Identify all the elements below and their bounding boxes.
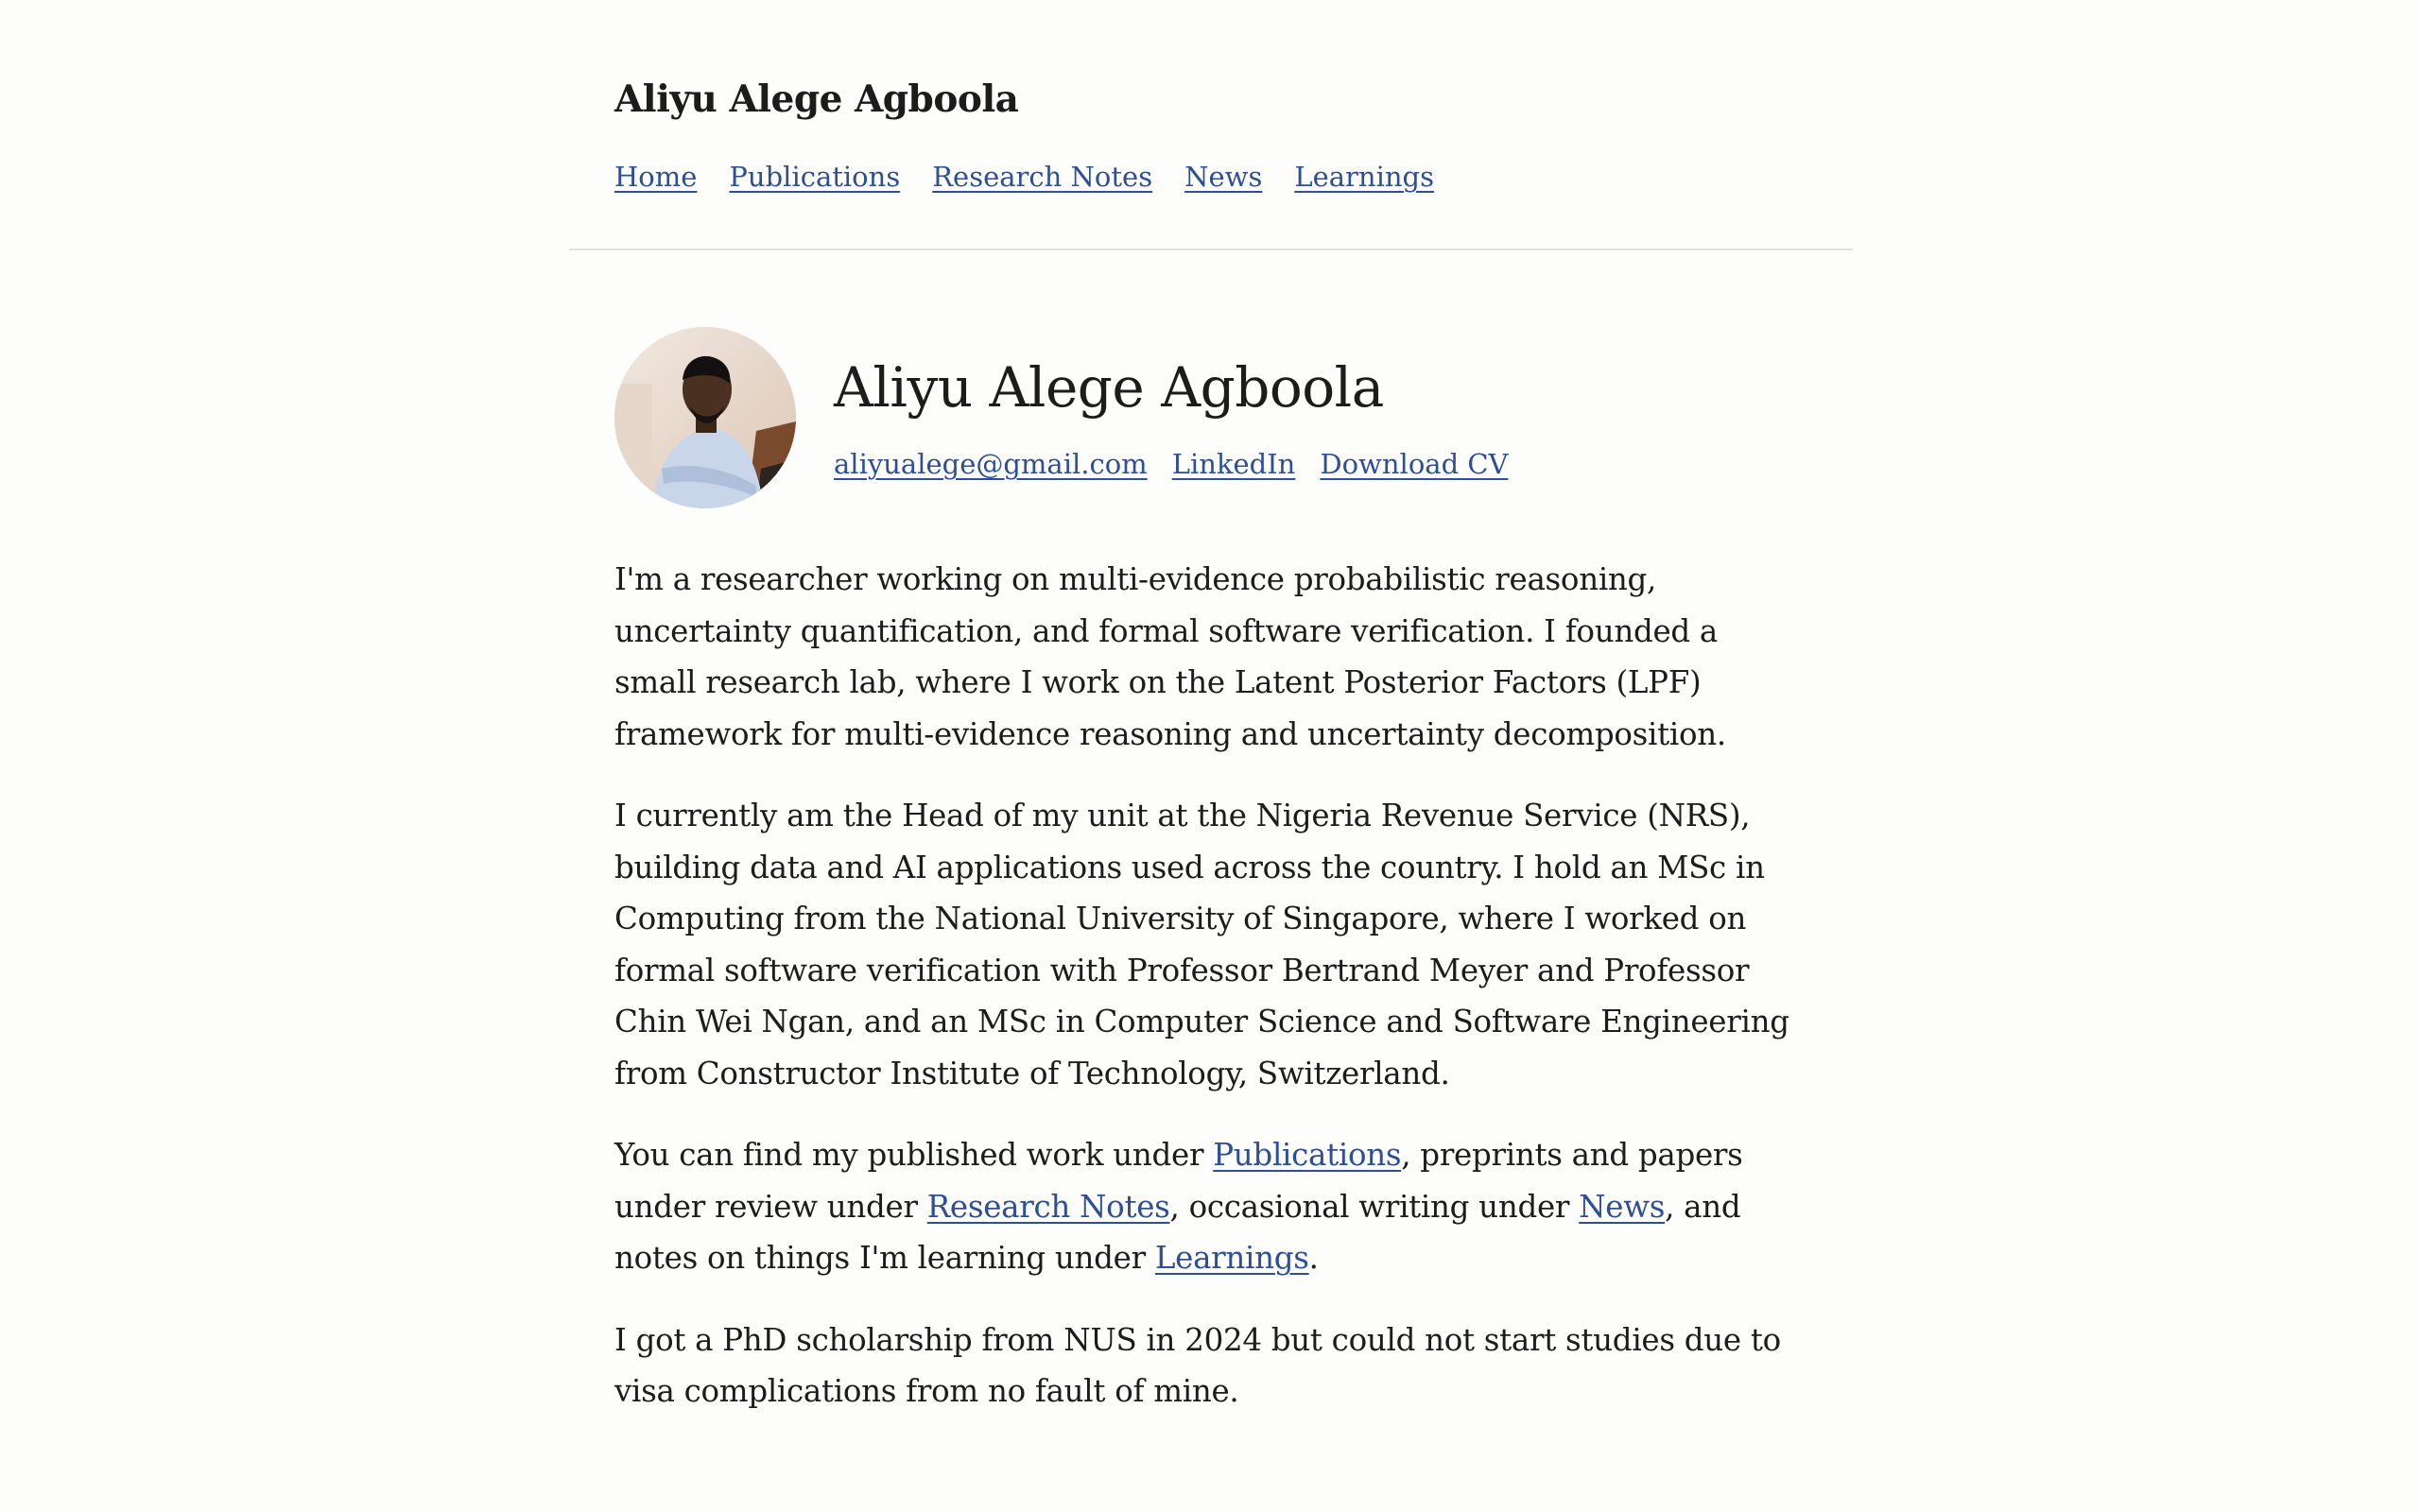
nav-home[interactable]: Home: [614, 161, 698, 193]
profile-links: [834, 448, 1509, 480]
inline-link-learnings[interactable]: Learnings: [1154, 1240, 1309, 1276]
bio-paragraph-research: I'm a researcher working on multi-evidence probabilistic reasoning, uncertainty quantification, and formal software verification. I founded a small research lab, where I work on the Latent Posterior Factors (LPF) framework for multi-evidence reasoning and uncertainty decomposition.: [614, 561, 1726, 752]
profile-name: Aliyu Alege Agboola: [834, 355, 1384, 420]
site-header: [569, 0, 1853, 250]
inline-link-news[interactable]: News: [1579, 1188, 1666, 1225]
bio-content: [614, 554, 1806, 1448]
email-link[interactable]: aliyualege@gmail.com: [834, 448, 1148, 480]
download-cv-link[interactable]: Download CV: [1320, 448, 1509, 480]
inline-link-research-notes[interactable]: Research Notes: [926, 1188, 1170, 1225]
nav-learnings[interactable]: Learnings: [1294, 161, 1434, 193]
bio-text: , preprints and papers under review under: [614, 1137, 1743, 1225]
nav-publications[interactable]: Publications: [729, 161, 901, 193]
bio-paragraph-phd: I got a PhD scholarship from NUS in 2024 but could not start studies due to visa complications from no fault of mine.: [614, 1321, 1781, 1409]
avatar-photo: [614, 327, 796, 508]
bio-paragraph-career: I currently am the Head of my unit at the Nigeria Revenue Service (NRS), building data and AI applications used across the country. I hold an MSc in Computing from the National University of Singapore, where I worked on formal software verification with Professor Bertrand Meyer and Professor Chin Wei Ngan, and an MSc in Computer Science and Software Engineering from Constructor Institute of Technology, Switzerland.: [614, 798, 1789, 1091]
avatar: [614, 327, 796, 508]
main-nav: [614, 161, 1434, 193]
bio-paragraph-links: [614, 1129, 1806, 1284]
bio-text: , occasional writing under: [1169, 1188, 1580, 1225]
bio-text: , and notes on things I'm learning under: [614, 1188, 1741, 1276]
bio-text: .: [1308, 1240, 1319, 1276]
bio-text: You can find my published work under: [614, 1137, 1214, 1173]
linkedin-link[interactable]: LinkedIn: [1171, 448, 1296, 480]
inline-link-publications[interactable]: Publications: [1213, 1137, 1402, 1173]
nav-news[interactable]: News: [1184, 161, 1263, 193]
nav-research-notes[interactable]: Research Notes: [932, 161, 1153, 193]
profile-section: [614, 327, 1843, 512]
site-title[interactable]: Aliyu Alege Agboola: [614, 77, 1019, 121]
